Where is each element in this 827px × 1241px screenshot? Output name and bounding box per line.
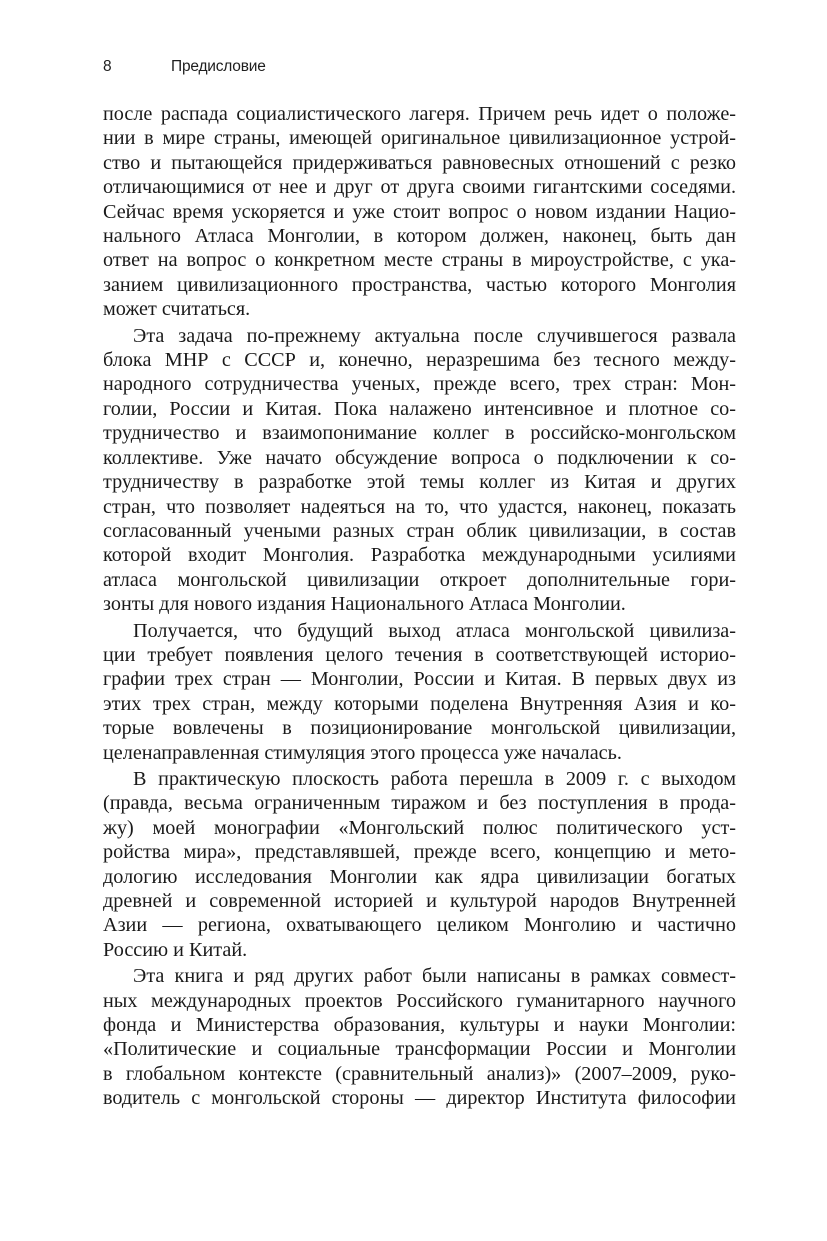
text-line: Азии — региона, охватывающего целиком Монголию и частично	[103, 914, 736, 937]
text-line: атласа монгольской цивилизации откроет дополнительные гори-	[103, 568, 736, 591]
section-title: Предисловие	[171, 58, 266, 75]
text-line: трудничеству в разработке этой темы коллег из Китая и других	[103, 471, 736, 494]
body-text	[103, 102, 736, 1111]
text-line: Россию и Китай.	[103, 938, 248, 961]
text-line: нии в мире страны, имеющей оригинальное цивилизационное устрой-	[103, 127, 736, 150]
text-line: Эта задача по-прежнему актуальна после случившегося развала	[133, 324, 736, 347]
text-line: зонты для нового издания Национального Атласа Монголии.	[103, 593, 626, 616]
text-line: графии трех стран — Монголии, России и Китая. В первых двух из	[103, 668, 736, 691]
text-line: торые вовлечены в позиционирование монгольской цивилизации,	[103, 717, 736, 740]
text-line: жу) моей монографии «Монгольский полюс политического уст-	[103, 816, 736, 839]
text-line: согласованный учеными разных стран облик цивилизации, в состав	[103, 519, 736, 542]
text-line: «Политические и социальные трансформации России и Монголии	[103, 1038, 736, 1061]
text-line: отличающимися от нее и друг от друга своими гигантскими соседями.	[103, 176, 736, 199]
text-line: водитель с монгольской стороны — директор Института философии	[103, 1087, 736, 1110]
text-line: ройства мира», представлявшей, прежде всего, концепцию и мето-	[103, 841, 736, 864]
paragraph-4	[103, 767, 736, 962]
text-line: ответ на вопрос о конкретном месте страны в мироустройстве, с ука-	[103, 249, 736, 272]
text-line: занием цивилизационного пространства, частью которого Монголия	[103, 273, 736, 296]
text-line: древней и современной историей и культурой народов Внутренней	[103, 890, 736, 912]
text-line: ции требует появления целого течения в соответствующей историо-	[103, 643, 736, 666]
paragraph-5	[103, 964, 736, 1110]
text-line: стран, что позволяет надеяться на то, что удастся, наконец, показать	[103, 495, 736, 518]
text-line: Сейчас время ускоряется и уже стоит вопрос о новом издании Нацио-	[103, 200, 736, 223]
text-line: Эта книга и ряд других работ были написаны в рамках совмест-	[133, 965, 736, 988]
text-line: которой входит Монголия. Разработка международными усилиями	[103, 544, 736, 567]
text-line: В практическую плоскость работа перешла в 2009 г. с выходом	[133, 767, 736, 790]
text-line: (правда, весьма ограниченным тиражом и без поступления в прода-	[103, 792, 736, 815]
text-line: после распада социалистического лагеря. Причем речь идет о положе-	[103, 103, 736, 125]
text-line: Получается, что будущий выход атласа монгольской цивилиза-	[133, 619, 736, 642]
running-header	[103, 58, 266, 76]
text-line: целенаправленная стимуляция этого процесса уже началась.	[103, 741, 622, 764]
text-line: коллективе. Уже начато обсуждение вопроса о подключении к со-	[103, 446, 736, 469]
text-line: ство и пытающейся придерживаться равновесных отношений с резко	[103, 151, 736, 174]
text-line: нального Атласа Монголии, в котором должен, наконец, быть дан	[103, 225, 736, 248]
paragraph-2	[103, 324, 736, 617]
text-line: ных международных проектов Российского гуманитарного научного	[103, 989, 736, 1012]
text-line: фонда и Министерства образования, культуры и науки Монголии:	[103, 1014, 736, 1037]
text-line: в глобальном контексте (сравнительный анализ)» (2007–2009, руко-	[103, 1062, 736, 1085]
text-line: дологию исследования Монголии как ядра цивилизации богатых	[103, 865, 736, 888]
page-number: 8	[103, 58, 112, 75]
text-line: может считаться.	[103, 298, 251, 321]
text-line: голии, России и Китая. Пока налажено интенсивное и плотное со-	[103, 397, 736, 420]
paragraph-3	[103, 619, 736, 765]
text-line: блока МНР с СССР и, конечно, неразрешима без тесного между-	[103, 349, 736, 372]
text-line: трудничество и взаимопонимание коллег в российско-монгольском	[103, 422, 736, 445]
text-line: народного сотрудничества ученых, прежде всего, трех стран: Мон-	[103, 373, 736, 396]
text-line: этих трех стран, между которыми поделена Внутренняя Азия и ко-	[103, 692, 736, 715]
paragraph-1	[103, 102, 736, 322]
